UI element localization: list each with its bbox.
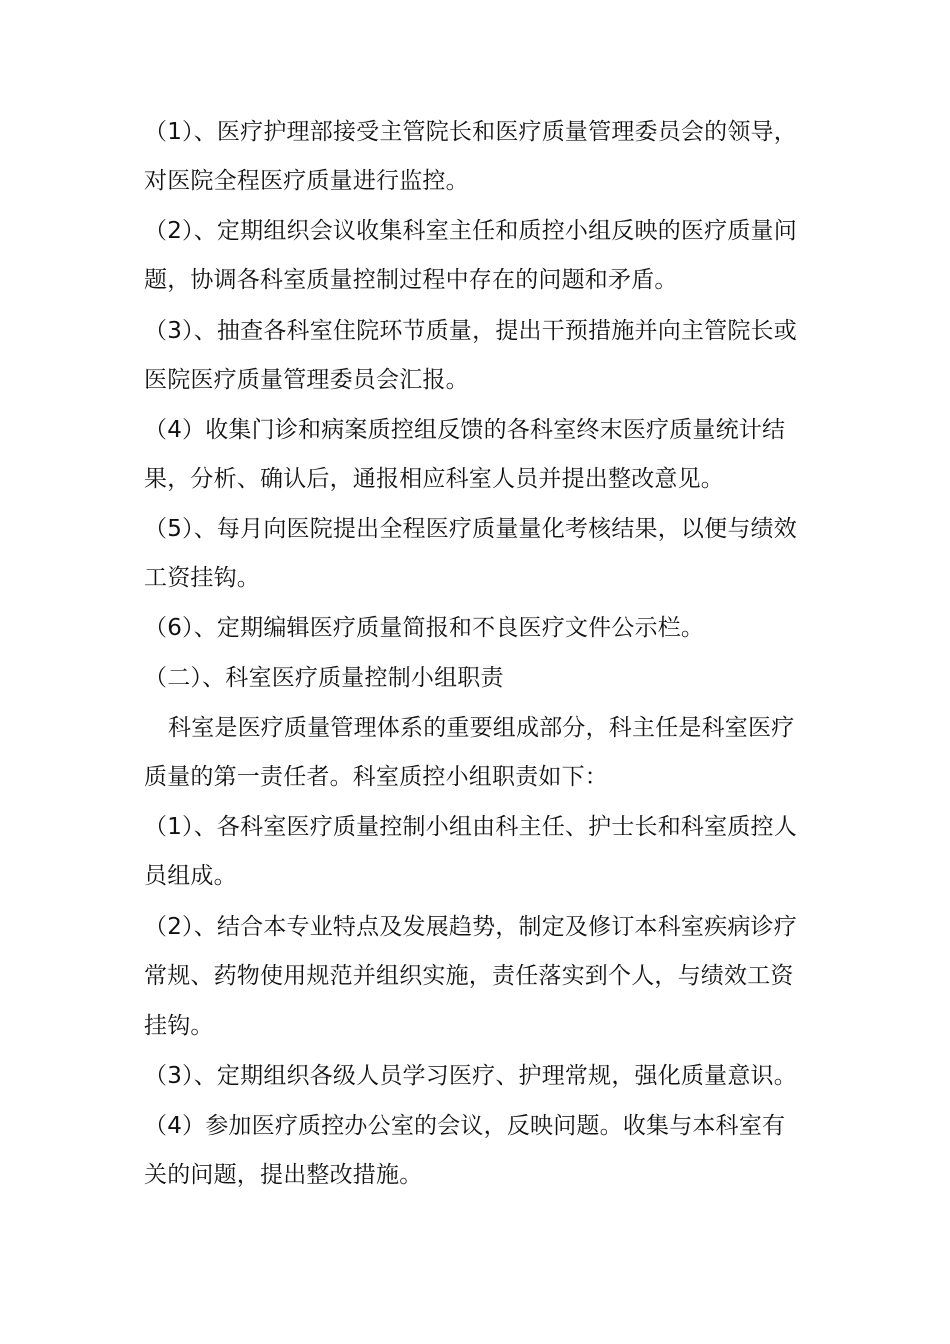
text-line-20: （3）、定期组织各级人员学习医疗、护理常规，强化质量意识。 xyxy=(144,1063,797,1089)
text-line-16: 员组成。 xyxy=(144,863,237,889)
text-line-7: （4）收集门诊和病案质控组反馈的各科室终末医疗质量统计结 xyxy=(144,417,786,443)
text-line-10: 工资挂钩。 xyxy=(144,565,260,591)
text-line-3: （2）、定期组织会议收集科室主任和质控小组反映的医疗质量问 xyxy=(144,218,797,244)
text-line-19: 挂钩。 xyxy=(144,1013,214,1039)
text-line-5: （3）、抽查各科室住院环节质量，提出干预措施并向主管院长或 xyxy=(144,318,797,344)
section-heading: （二）、科室医疗质量控制小组职责 xyxy=(144,665,504,691)
text-line-6: 医院医疗质量管理委员会汇报。 xyxy=(144,367,469,393)
text-line-15: （1）、各科室医疗质量控制小组由科主任、护士长和科室质控人 xyxy=(144,814,797,840)
text-line-17: （2）、结合本专业特点及发展趋势，制定及修订本科室疾病诊疗 xyxy=(144,914,797,940)
text-line-4: 题，协调各科室质量控制过程中存在的问题和矛盾。 xyxy=(144,267,678,293)
text-line-18: 常规、药物使用规范并组织实施，责任落实到个人，与绩效工资 xyxy=(144,963,794,989)
text-line-1: （1）、医疗护理部接受主管院长和医疗质量管理委员会的领导， xyxy=(144,119,797,145)
text-line-9: （5）、每月向医院提出全程医疗质量量化考核结果，以便与绩效 xyxy=(144,516,797,542)
text-line-11: （6）、定期编辑医疗质量简报和不良医疗文件公示栏。 xyxy=(144,615,705,641)
text-line-13: 科室是医疗质量管理体系的重要组成部分，科主任是科室医疗 xyxy=(168,715,795,741)
text-line-21: （4）参加医疗质控办公室的会议，反映问题。收集与本科室有 xyxy=(144,1113,786,1139)
text-line-22: 关的问题，提出整改措施。 xyxy=(144,1162,423,1188)
text-line-14: 质量的第一责任者。科室质控小组职责如下： xyxy=(144,764,608,790)
text-line-8: 果，分析、确认后，通报相应科室人员并提出整改意见。 xyxy=(144,466,724,492)
text-line-2: 对医院全程医疗质量进行监控。 xyxy=(144,168,469,194)
